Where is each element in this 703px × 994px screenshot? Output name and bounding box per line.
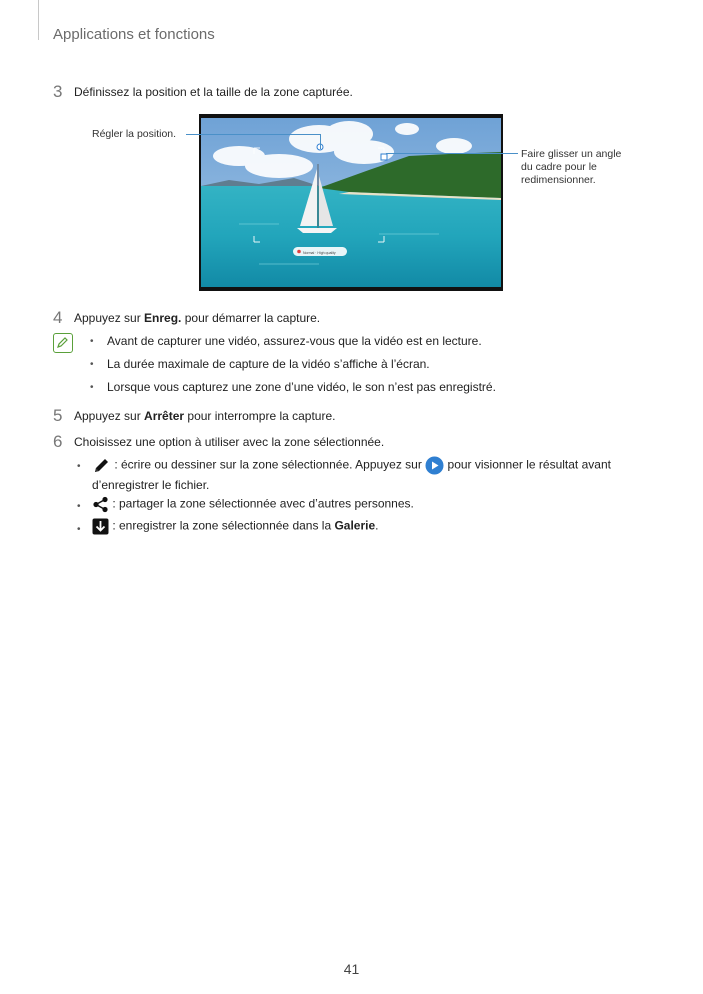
option-bullet-draw: •: [77, 461, 81, 472]
header-rule: [38, 0, 39, 40]
option-save-text-c: .: [375, 518, 379, 533]
step-5-text: [74, 409, 335, 423]
step-5-number: 5: [53, 406, 63, 425]
pencil-note-icon: [54, 334, 71, 351]
option-save: [92, 518, 379, 535]
option-draw-text-b: pour visionner le résultat avant: [444, 457, 611, 472]
step-3-number: 3: [53, 82, 63, 101]
callout-right-line: [386, 153, 518, 154]
note-icon: [53, 333, 73, 353]
step-4-number: 4: [53, 308, 63, 327]
note-bullet-1: •: [90, 336, 94, 347]
option-draw-text-a: : écrire ou dessiner sur la zone sélectionnée. Appuyez sur: [111, 457, 426, 472]
note-bullet-2: •: [90, 359, 94, 370]
step-4-pre: Appuyez sur: [74, 311, 145, 325]
callout-left-line-h: [186, 134, 321, 135]
pill-label: Normal · High quality: [303, 251, 336, 255]
step-3-text: Définissez la position et la taille de la zone capturée.: [74, 85, 353, 99]
step-4-record-label: Enreg.: [144, 311, 182, 325]
option-save-gallery: Galerie: [334, 518, 376, 533]
note-3: Lorsque vous capturez une zone d’une vidéo, le son n’est pas enregistré.: [107, 380, 496, 394]
download-icon: [92, 518, 109, 535]
step-4-post: pour démarrer la capture.: [181, 311, 321, 325]
pencil-icon: [92, 456, 111, 475]
option-share: [92, 496, 414, 513]
step-5-post: pour interrompre la capture.: [184, 409, 336, 423]
capture-screenshot: [199, 114, 503, 291]
option-bullet-share: •: [77, 501, 81, 512]
callout-resize-corner: [521, 148, 621, 187]
callout-resize-line-2: du cadre pour le: [521, 161, 597, 174]
step-5-pre: Appuyez sur: [74, 409, 145, 423]
play-icon: [425, 456, 444, 475]
option-draw: [92, 456, 611, 475]
page-number: 41: [343, 961, 360, 977]
callout-resize-line-1: Faire glisser un angle: [521, 148, 622, 160]
step-4-text: [74, 311, 320, 325]
step-5-stop-label: Arrêter: [144, 409, 185, 423]
callout-adjust-position: Régler la position.: [92, 128, 177, 140]
note-bullet-3: •: [90, 382, 94, 393]
callout-resize-line-3: redimensionner.: [521, 174, 596, 187]
option-draw-text-c: d’enregistrer le fichier.: [92, 478, 210, 492]
step-6-text: Choisissez une option à utiliser avec la zone sélectionnée.: [74, 435, 385, 449]
option-share-text: : partager la zone sélectionnée avec d’autres personnes.: [109, 496, 414, 511]
page-header: Applications et fonctions: [53, 26, 215, 43]
option-save-text-a: : enregistrer la zone sélectionnée dans la: [109, 518, 335, 533]
option-bullet-save: •: [77, 524, 81, 535]
note-1: Avant de capturer une vidéo, assurez-vous que la vidéo est en lecture.: [107, 334, 482, 348]
note-2: La durée maximale de capture de la vidéo s’affiche à l’écran.: [107, 357, 430, 371]
callout-left-line-v: [320, 134, 321, 149]
share-icon: [92, 496, 109, 513]
step-6-number: 6: [53, 432, 63, 451]
